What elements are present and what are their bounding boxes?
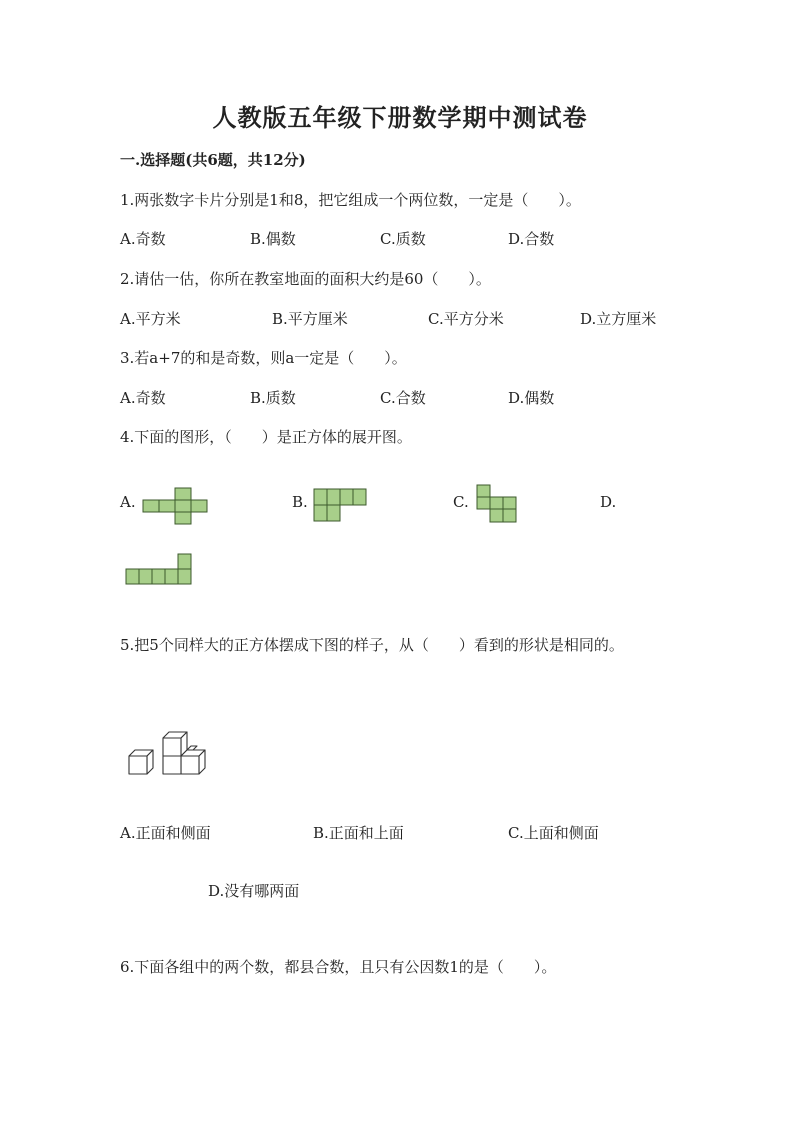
cube-net-a [142, 487, 208, 525]
question-2: 2.请估一估，你所在教室地面的面积大约是60（ ）。 [120, 270, 491, 288]
q1-option-a: A.奇数 [120, 230, 166, 248]
q3-option-c: C.合数 [380, 389, 426, 407]
q3-option-a: A.奇数 [120, 389, 166, 407]
question-6: 6.下面各组中的两个数，都县合数，且只有公因数1的是（ ）。 [120, 958, 557, 976]
q4-option-a: A. [120, 493, 136, 511]
section-heading: 一.选择题(共6题，共12分) [120, 151, 306, 169]
question-4: 4.下面的图形，（ ）是正方体的展开图。 [120, 428, 412, 446]
q5-option-b: B.正面和上面 [313, 824, 404, 842]
q2-option-d: D.立方厘米 [580, 310, 657, 328]
q4-option-b: B. [292, 493, 308, 511]
q3-option-d: D.偶数 [508, 389, 555, 407]
q2-option-c: C.平方分米 [428, 310, 504, 328]
cube-net-d [125, 552, 195, 586]
q2-option-a: A.平方米 [120, 310, 181, 328]
q2-option-b: B.平方厘米 [272, 310, 348, 328]
q4-option-d: D. [600, 493, 617, 511]
q4-option-c: C. [453, 493, 469, 511]
cube-arrangement-figure [124, 727, 210, 777]
q1-option-c: C.质数 [380, 230, 426, 248]
cube-net-b [313, 488, 369, 522]
q5-option-a: A.正面和侧面 [120, 824, 211, 842]
question-1: 1.两张数字卡片分别是1和8，把它组成一个两位数，一定是（ ）。 [120, 191, 581, 209]
q1-option-d: D.合数 [508, 230, 555, 248]
q5-option-c: C.上面和侧面 [508, 824, 599, 842]
q1-option-b: B.偶数 [250, 230, 296, 248]
q5-option-d: D.没有哪两面 [208, 882, 300, 900]
question-3: 3.若a+7的和是奇数，则a一定是（ ）。 [120, 349, 407, 367]
cube-net-c [476, 484, 518, 524]
page-title: 人教版五年级下册数学期中测试卷 [212, 103, 588, 132]
question-5: 5.把5个同样大的正方体摆成下图的样子，从（ ）看到的形状是相同的。 [120, 636, 624, 654]
q3-option-b: B.质数 [250, 389, 296, 407]
